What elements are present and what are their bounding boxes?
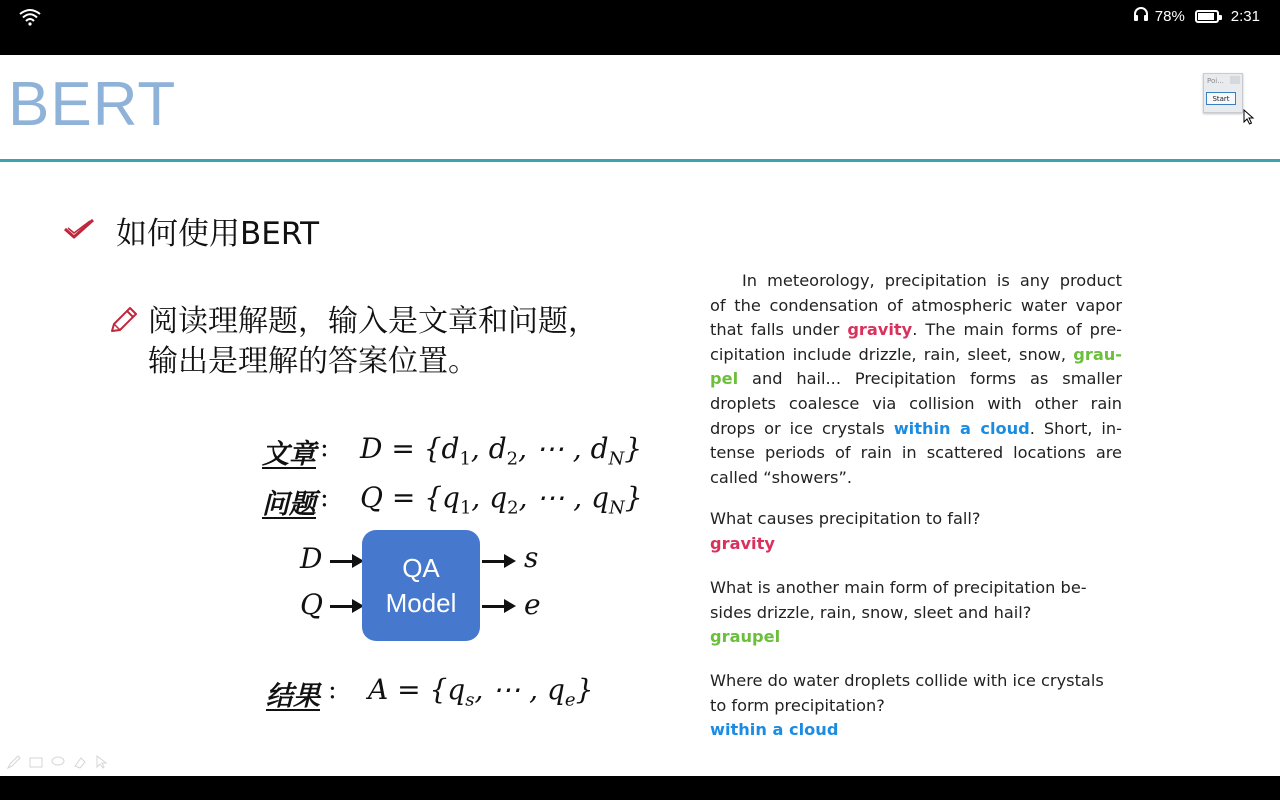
result-formula: $A = \{q_s$, ⋯ , $q_e$} — [368, 673, 594, 711]
pen-tool-icon[interactable] — [6, 754, 22, 774]
clock: 2:31 — [1230, 7, 1260, 25]
lasso-tool-icon[interactable] — [50, 754, 66, 774]
mouse-cursor-icon — [1243, 109, 1255, 129]
answer-highlight-gravity: gravity — [847, 320, 913, 340]
doc-label: 文章 — [262, 439, 316, 470]
arrow-d-in — [330, 560, 354, 563]
arrow-s-out — [482, 560, 506, 563]
input-q-label: Q — [300, 588, 323, 621]
input-d-label: D — [300, 542, 323, 575]
passage-line: cipitation include drizzle, rain, sleet, snow, grau- — [710, 344, 1122, 364]
doc-formula: $D = \{d_1$, $d_2$, ⋯ , $d_N$} — [360, 432, 643, 470]
answer-highlight-cloud: within a cloud — [893, 418, 1030, 438]
battery-icon — [1195, 10, 1219, 23]
question-formula: $Q = \{q_1$, $q_2$, ⋯ , $q_N$} — [360, 481, 643, 519]
doc-colon: : — [320, 433, 329, 463]
question-text: What is another main form of precipitation be- — [710, 578, 1087, 597]
question-text: sides drizzle, rain, snow, sleet and hail? — [710, 602, 1032, 622]
result-colon: : — [328, 675, 337, 705]
passage-line: droplets coalesce via collision with other rain — [710, 393, 1122, 413]
bullet2-line1: 阅读理解题，输入是文章和问题， — [148, 304, 598, 339]
result-label: 结果 — [266, 681, 320, 712]
question-colon: : — [320, 483, 329, 513]
answer-text: within a cloud — [710, 720, 839, 740]
mini-close-icon[interactable] — [1230, 76, 1240, 84]
bottom-bar — [0, 776, 1280, 800]
arrow-e-out — [482, 605, 506, 608]
question-text: What causes precipitation to fall? — [710, 509, 981, 528]
answer-text: graupel — [710, 627, 781, 647]
arrow-q-in — [330, 605, 354, 608]
start-button[interactable]: Start — [1206, 92, 1236, 105]
answer-text: gravity — [710, 533, 775, 553]
bullet-text: 如何使用BERT — [116, 216, 320, 252]
mini-window[interactable] — [1203, 73, 1243, 113]
passage-line: that falls under gravity. The main forms of pre- — [710, 320, 1123, 340]
passage-line: tense periods of rain in scattered locations are — [710, 443, 1122, 463]
bullet2-line2: 输出是理解的答案位置。 — [148, 344, 478, 379]
output-e-label: e — [524, 588, 541, 621]
title-divider — [0, 159, 1280, 162]
qa-model-box — [362, 530, 480, 641]
reading-comprehension-text — [148, 302, 598, 382]
annotation-toolbar[interactable] — [6, 754, 110, 774]
qa-box-line1: QA — [402, 552, 440, 583]
question-text: to form precipitation? — [710, 695, 885, 715]
pointer-tool-icon[interactable] — [94, 754, 110, 774]
qa-box-line2: Model — [385, 587, 457, 618]
question-text: Where do water droplets collide with ice crystals — [710, 671, 1104, 690]
passage-line: called “showers”. — [710, 467, 852, 487]
eraser-tool-icon[interactable] — [72, 754, 88, 774]
slide — [0, 55, 1280, 776]
output-s-label: s — [524, 541, 539, 574]
slide-title: BERT — [8, 70, 177, 139]
question-label: 问题 — [262, 489, 316, 520]
battery-percent: 78% — [1154, 7, 1185, 25]
passage-line: In meteorology, precipitation is any product — [742, 271, 1122, 290]
answer-highlight-graupel: grau- — [1073, 344, 1122, 364]
passage — [710, 269, 1122, 490]
headphones-icon — [1133, 6, 1149, 26]
highlighter-tool-icon[interactable] — [28, 754, 44, 774]
passage-line: of the condensation of atmospheric water vapor — [710, 295, 1122, 315]
mini-window-label: Poi... — [1207, 77, 1224, 85]
checkmark-icon — [62, 216, 96, 246]
question-2 — [710, 576, 1130, 650]
passage-line: pel and hail... Precipitation forms as smaller — [710, 369, 1122, 389]
pencil-icon — [108, 305, 140, 339]
bullet-how-to-use — [62, 208, 319, 253]
question-1 — [710, 507, 1130, 556]
wifi-icon — [18, 8, 42, 30]
passage-line: drops or ice crystals within a cloud. Short, in- — [710, 418, 1122, 438]
question-3 — [710, 669, 1130, 743]
status-bar — [0, 0, 1280, 34]
